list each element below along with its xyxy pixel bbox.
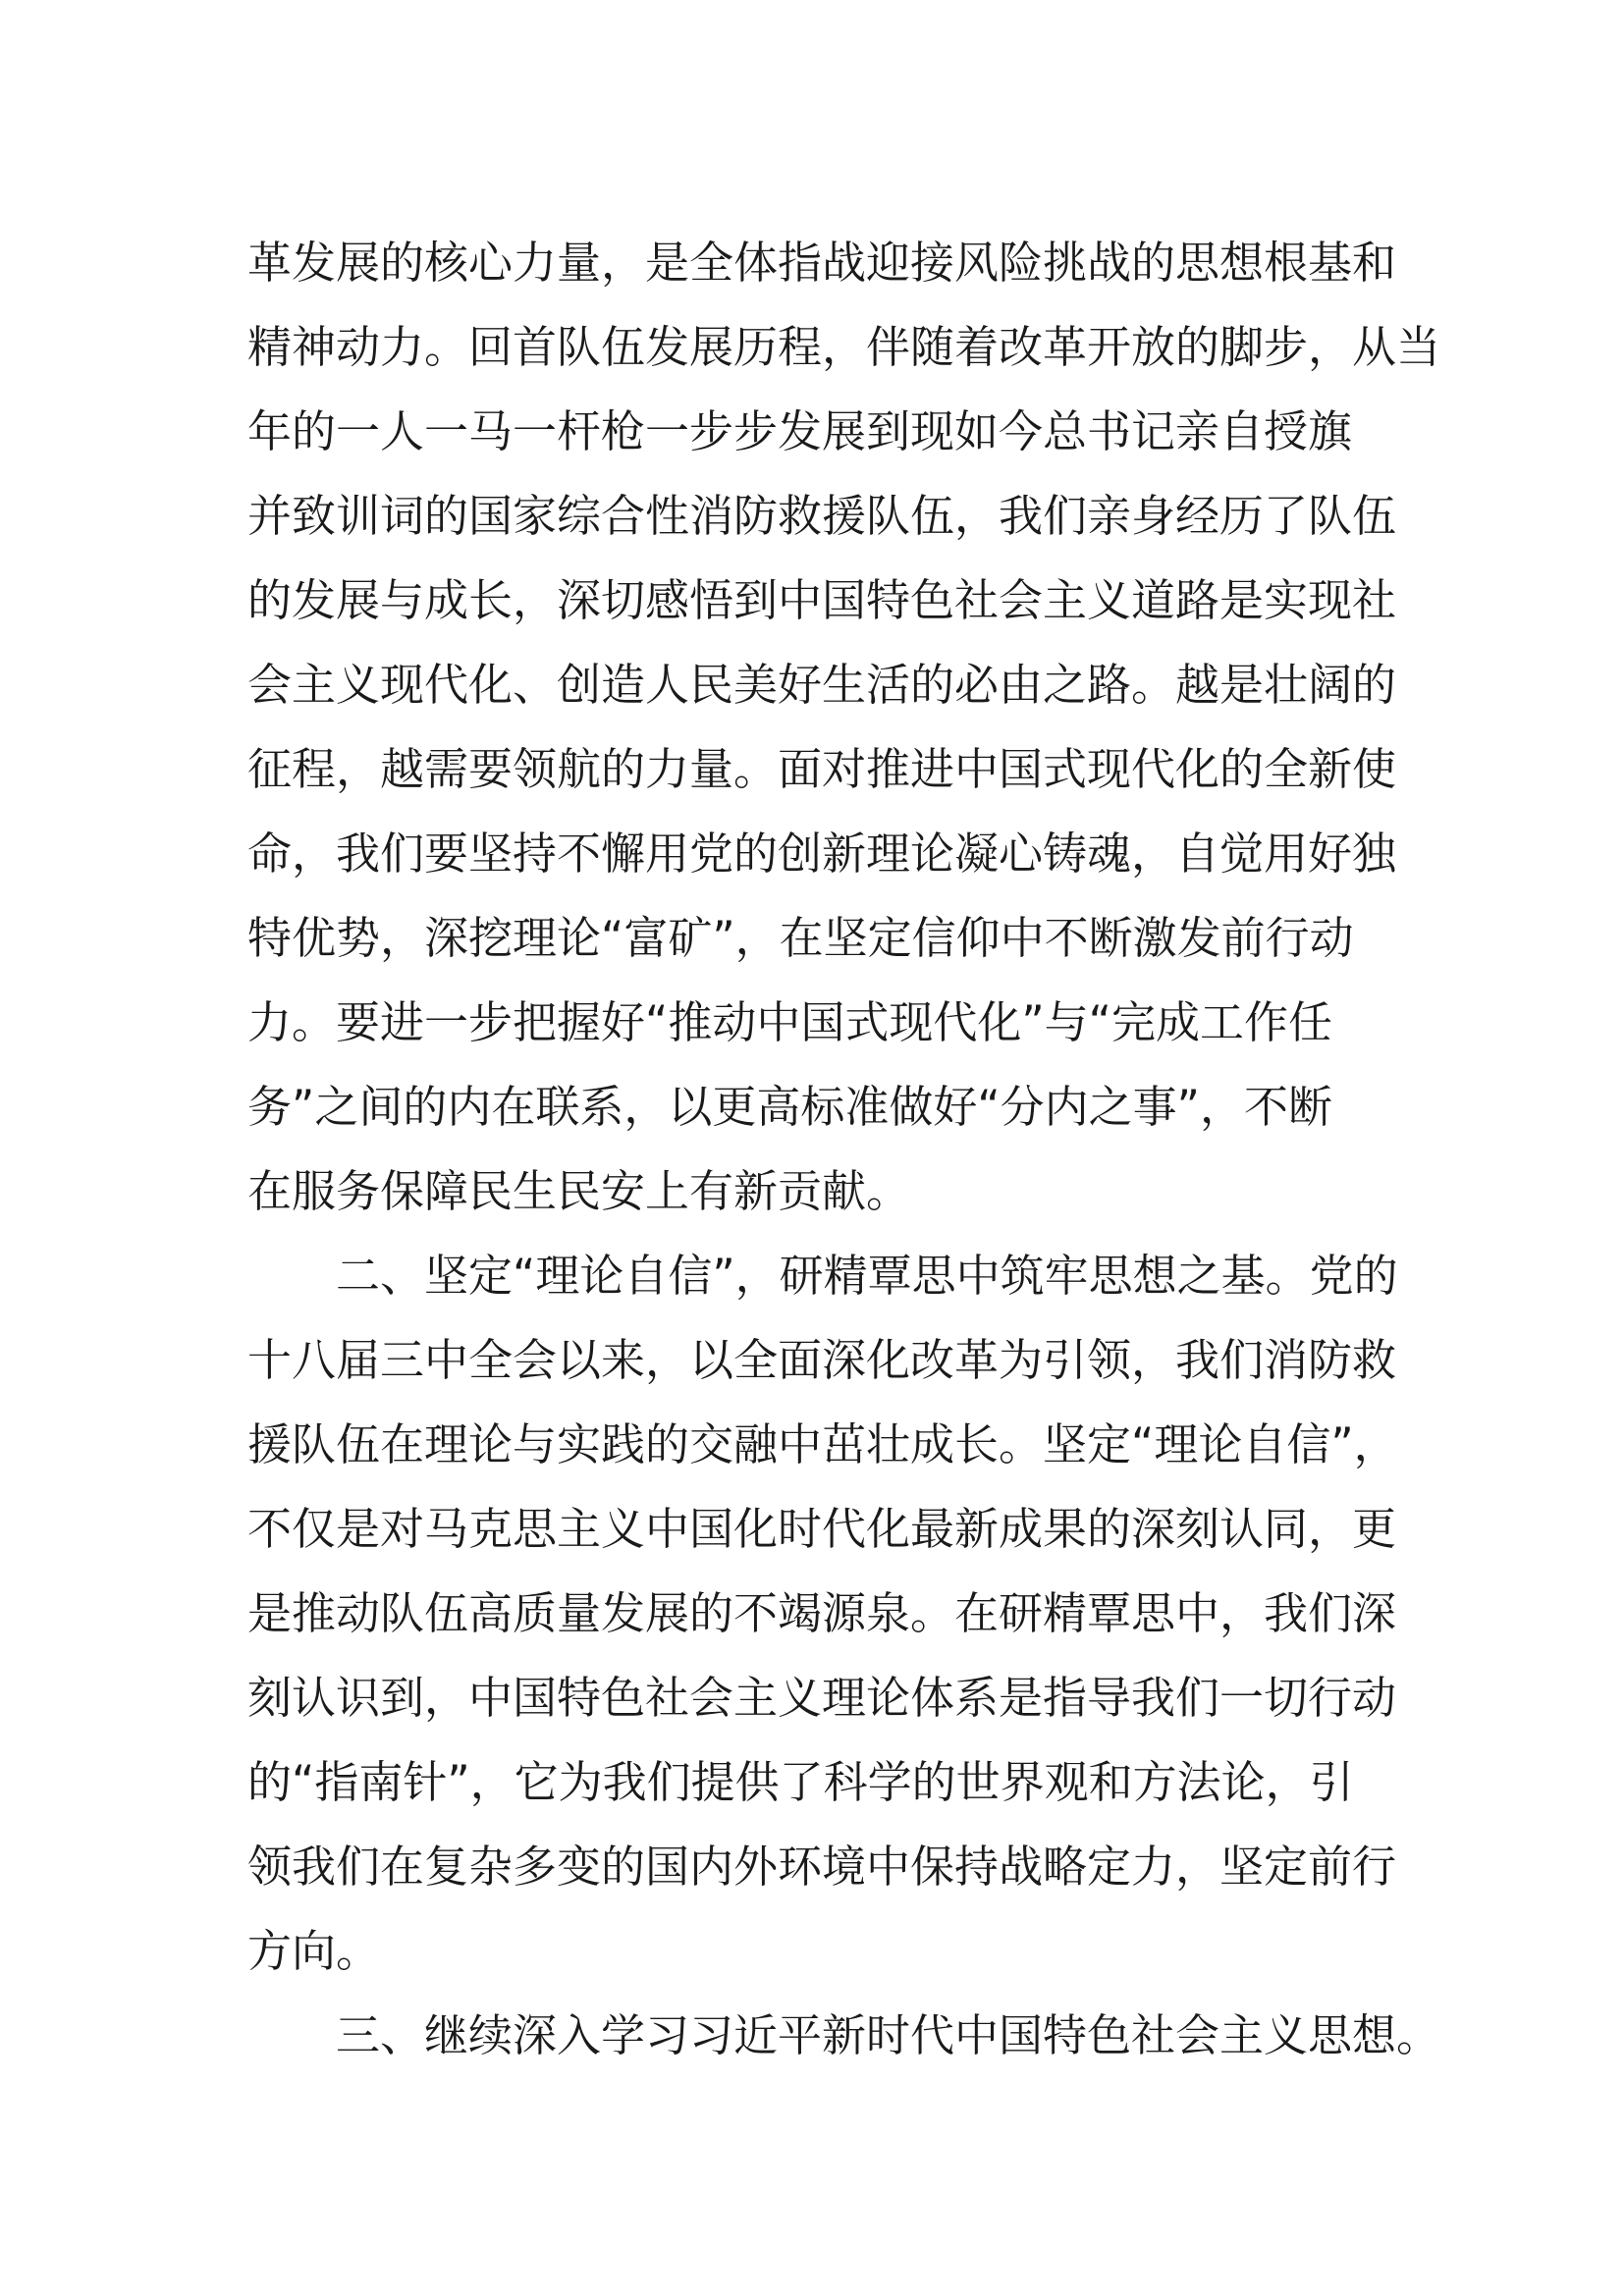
text-line: 方向。 bbox=[247, 1925, 381, 1977]
text-line: 是推动队伍高质量发展的不竭源泉。在研精覃思中，我们深 bbox=[247, 1587, 1397, 1639]
paragraph-start-line: 三、继续深入学习习近平新时代中国特色社会主义思想。 bbox=[336, 2009, 1441, 2061]
text-line: 精神动力。回首队伍发展历程，伴随着改革开放的脚步，从当 bbox=[247, 321, 1441, 373]
text-line: 并致训词的国家综合性消防救援队伍，我们亲身经历了队伍 bbox=[247, 490, 1397, 542]
document-body bbox=[247, 221, 1441, 2078]
text-line: 领我们在复杂多变的国内外环境中保持战略定力，坚定前行 bbox=[247, 1841, 1397, 1893]
text-line: 刻认识到，中国特色社会主义理论体系是指导我们一切行动 bbox=[247, 1672, 1397, 1724]
text-line: 的“指南针”，它为我们提供了科学的世界观和方法论，引 bbox=[247, 1756, 1354, 1808]
text-line: 会主义现代化、创造人民美好生活的必由之路。越是壮阔的 bbox=[247, 659, 1397, 711]
text-line: 命，我们要坚持不懈用党的创新理论凝心铸魂，自觉用好独 bbox=[247, 828, 1397, 880]
text-line: 力。要进一步把握好“推动中国式现代化”与“完成工作任 bbox=[247, 996, 1332, 1048]
text-line: 特优势，深挖理论“富矿”，在坚定信仰中不断激发前行动 bbox=[247, 912, 1354, 964]
text-line: 征程，越需要领航的力量。面对推进中国式现代化的全新使 bbox=[247, 743, 1397, 795]
text-line: 年的一人一马一杆枪一步步发展到现如今总书记亲自授旗 bbox=[247, 405, 1353, 457]
text-line: 务”之间的内在联系，以更高标准做好“分内之事”，不断 bbox=[247, 1081, 1332, 1133]
text-line: 的发展与成长，深切感悟到中国特色社会主义道路是实现社 bbox=[247, 574, 1397, 626]
text-line: 十八届三中全会以来，以全面深化改革为引领，我们消防救 bbox=[247, 1334, 1397, 1386]
text-line: 援队伍在理论与实践的交融中茁壮成长。坚定“理论自信”， bbox=[247, 1418, 1398, 1470]
text-line: 在服务保障民生民安上有新贡献。 bbox=[247, 1165, 911, 1217]
paragraph-start-line: 二、坚定“理论自信”，研精覃思中筑牢思想之基。党的 bbox=[336, 1250, 1398, 1302]
text-line: 不仅是对马克思主义中国化时代化最新成果的深刻认同，更 bbox=[247, 1503, 1397, 1555]
text-line: 革发展的核心力量，是全体指战迎接风险挑战的思想根基和 bbox=[247, 237, 1397, 289]
